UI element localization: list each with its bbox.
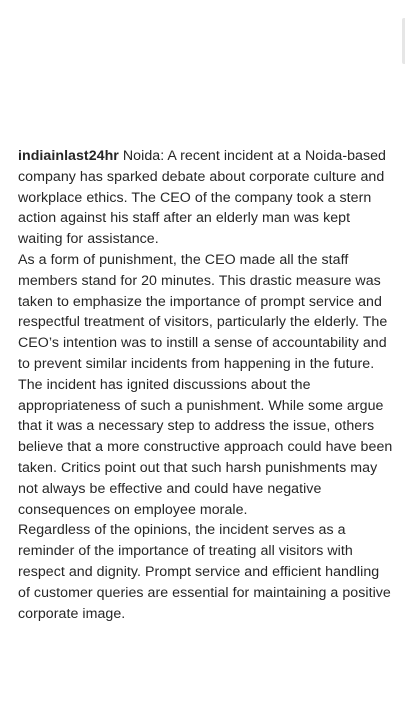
caption-text-1: Noida: A recent incident at a Noida-based company has sparked debate about corporate culture and workplace ethics. The CEO of the company took a stern action against his staff after an elderly man was kept waiting for assistance. bbox=[18, 148, 387, 248]
caption-paragraph-1 bbox=[18, 146, 394, 250]
caption-paragraph-4: Regardless of the opinions, the incident serves as a reminder of the importance of treating all visitors with respect and dignity. Prompt service and efficient handling of customer queries are essential for maintaining a positive corporate image. bbox=[18, 522, 391, 622]
caption-paragraph-3: The incident has ignited discussions about the appropriateness of such a punishment. While some argue that it was a necessary step to address the issue, others believe that a more constructive approach could have been taken. Critics point out that such harsh punishments may not always be effective and could have negative consequences on employee morale. bbox=[18, 376, 393, 518]
post-username[interactable]: indiainlast24hr bbox=[18, 148, 119, 164]
caption-paragraph-2: As a form of punishment, the CEO made all the staff members stand for 20 minutes. This drastic measure was taken to emphasize the importance of prompt service and respectful treatment of visitors, particularly the elderly. The CEO’s intention was to instill a sense of accountability and to prevent similar incidents from happening in the future. bbox=[18, 251, 388, 372]
post-caption bbox=[18, 146, 394, 624]
